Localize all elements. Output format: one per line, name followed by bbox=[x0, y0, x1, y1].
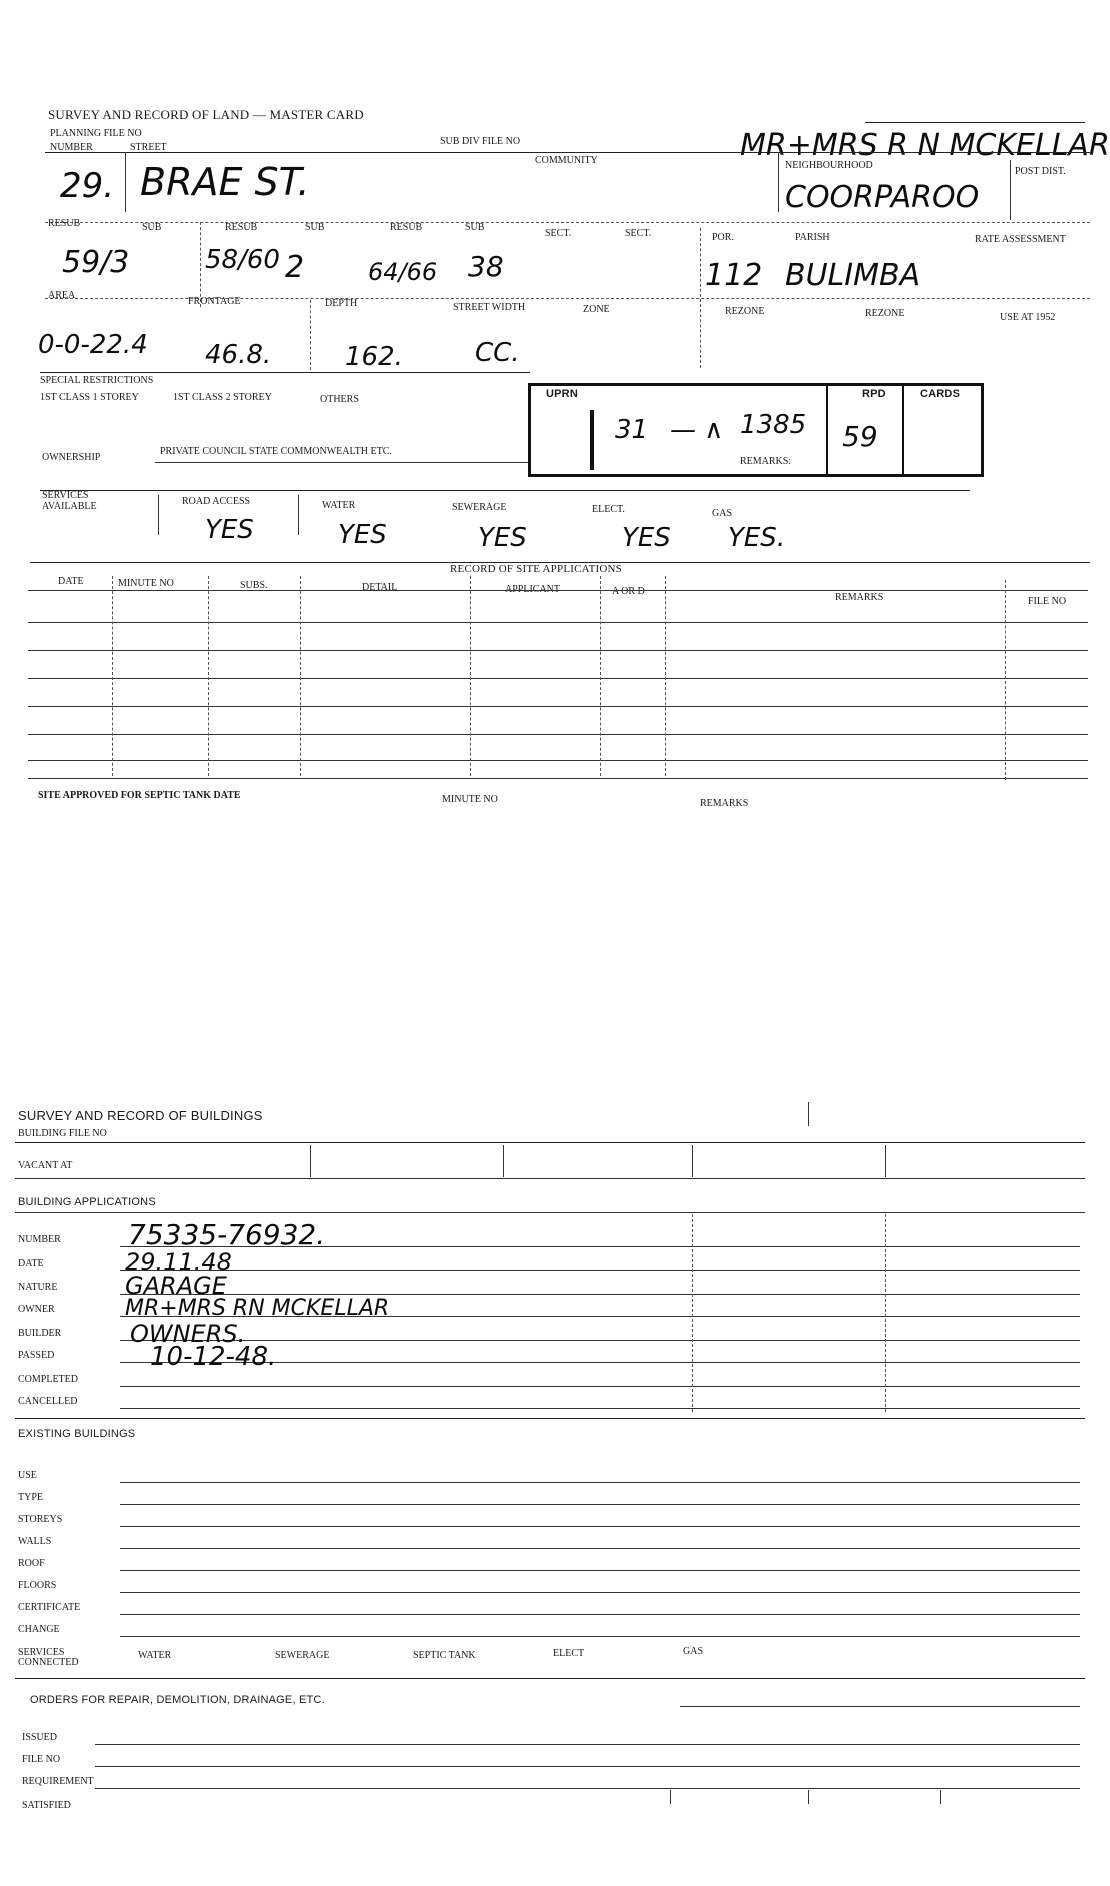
sub2-value: 2 bbox=[285, 250, 305, 285]
sc-sewerage-label: SEWERAGE bbox=[275, 1650, 330, 1661]
sub1-value: 58/60 bbox=[205, 245, 280, 275]
area-label: AREA bbox=[48, 290, 76, 301]
eb-walls-label: WALLS bbox=[18, 1536, 52, 1547]
ba-builder-value: OWNERS. bbox=[130, 1320, 246, 1348]
ownership-label: OWNERSHIP bbox=[42, 452, 101, 463]
record-title: RECORD OF SITE APPLICATIONS bbox=[450, 563, 622, 575]
resub-label: RESUB bbox=[48, 218, 81, 229]
sc-gas-label: GAS bbox=[683, 1646, 704, 1657]
ba-nature-value: GARAGE bbox=[125, 1272, 227, 1300]
rezone-label-2: REZONE bbox=[865, 308, 905, 319]
col-a-or-d: A OR D bbox=[612, 586, 645, 597]
sc-elect-label: ELECT bbox=[553, 1648, 585, 1659]
ba-number-value: 75335-76932. bbox=[128, 1218, 326, 1251]
sc-septic-label: SEPTIC TANK bbox=[413, 1650, 476, 1661]
depth-value: 162. bbox=[345, 342, 403, 372]
road-access-value: YES bbox=[205, 515, 254, 545]
community-label: COMMUNITY bbox=[535, 155, 598, 166]
street-label: STREET bbox=[130, 142, 167, 153]
eb-change-label: CHANGE bbox=[18, 1624, 60, 1635]
land-card-title: SURVEY AND RECORD OF LAND — MASTER CARD bbox=[48, 107, 364, 122]
ba-cancelled-label: CANCELLED bbox=[18, 1396, 78, 1407]
cards-label: CARDS bbox=[920, 388, 961, 400]
use-at-label: USE AT 1952 bbox=[1000, 312, 1056, 323]
services-connected-label: SERVICES CONNECTED bbox=[18, 1647, 79, 1668]
building-file-label: BUILDING FILE NO bbox=[18, 1128, 107, 1139]
sub-label-3: SUB bbox=[465, 222, 485, 233]
rpd-value: 59 bbox=[842, 420, 878, 453]
frontage-value: 46.8. bbox=[205, 340, 272, 370]
or-satisfied-label: SATISFIED bbox=[22, 1800, 71, 1811]
ba-nature-label: NATURE bbox=[18, 1282, 58, 1293]
ba-number-label: NUMBER bbox=[18, 1234, 61, 1245]
sc-water-label: WATER bbox=[138, 1650, 172, 1661]
subdiv-file-label: SUB DIV FILE NO bbox=[440, 136, 521, 147]
existing-buildings-label: EXISTING BUILDINGS bbox=[18, 1428, 136, 1440]
uprn-label: UPRN bbox=[546, 388, 578, 400]
ba-passed-value: 10-12-48. bbox=[150, 1342, 277, 1372]
post-dist-label: POST DIST. bbox=[1015, 166, 1066, 177]
eb-roof-label: ROOF bbox=[18, 1558, 45, 1569]
neighbourhood-label: NEIGHBOURHOOD bbox=[785, 160, 873, 171]
sub-label-2: SUB bbox=[305, 222, 325, 233]
special-restrictions-label: SPECIAL RESTRICTIONS bbox=[40, 375, 154, 386]
street-width-label: STREET WIDTH bbox=[453, 302, 526, 313]
rate-assessment-label: RATE ASSESSMENT bbox=[975, 234, 1066, 245]
depth-label: DEPTH bbox=[325, 298, 358, 309]
class2-label: 1ST CLASS 2 STOREY bbox=[173, 392, 272, 403]
eb-storeys-label: STOREYS bbox=[18, 1514, 63, 1525]
ba-date-value: 29.11.48 bbox=[125, 1248, 232, 1276]
ownership-options: PRIVATE COUNCIL STATE COMMONWEALTH ETC. bbox=[160, 446, 392, 457]
sub-label-1: SUB bbox=[142, 222, 162, 233]
sewerage-label: SEWERAGE bbox=[452, 502, 507, 513]
resub-label-3: RESUB bbox=[390, 222, 423, 233]
col-detail: DETAIL bbox=[362, 582, 398, 593]
or-requirement-label: REQUIREMENT bbox=[22, 1776, 94, 1787]
col-file-no: FILE NO bbox=[1028, 596, 1067, 607]
eb-floors-label: FLOORS bbox=[18, 1580, 57, 1591]
eb-use-label: USE bbox=[18, 1470, 37, 1481]
ba-builder-label: BUILDER bbox=[18, 1328, 62, 1339]
ba-completed-label: COMPLETED bbox=[18, 1374, 78, 1385]
number-label: NUMBER bbox=[50, 142, 93, 153]
owner-name: MR+MRS R N MCKELLAR bbox=[740, 128, 1110, 163]
sect-label-1: SECT. bbox=[545, 228, 572, 239]
ba-owner-value: MR+MRS RN MCKELLAR bbox=[125, 1296, 390, 1321]
ba-passed-label: PASSED bbox=[18, 1350, 55, 1361]
frontage-label: FRONTAGE bbox=[188, 296, 241, 307]
building-applications-label: BUILDING APPLICATIONS bbox=[18, 1196, 156, 1208]
septic-label: SITE APPROVED FOR SEPTIC TANK DATE bbox=[38, 790, 241, 801]
parish-label: PARISH bbox=[795, 232, 830, 243]
eb-certificate-label: CERTIFICATE bbox=[18, 1602, 81, 1613]
building-card-title: SURVEY AND RECORD OF BUILDINGS bbox=[18, 1108, 263, 1123]
resub-value: 59/3 bbox=[62, 245, 130, 280]
elect-label: ELECT. bbox=[592, 504, 625, 515]
class1-label: 1ST CLASS 1 STOREY bbox=[40, 392, 139, 403]
septic-remarks-label: REMARKS bbox=[700, 798, 749, 809]
elect-value: YES bbox=[622, 523, 671, 553]
others-label: OTHERS bbox=[320, 394, 359, 405]
orders-label: ORDERS FOR REPAIR, DEMOLITION, DRAINAGE, ETC. bbox=[30, 1694, 325, 1706]
area-value: 0-0-22.4 bbox=[38, 330, 148, 360]
gas-value: YES. bbox=[728, 523, 786, 553]
remarks-box-label: REMARKS: bbox=[740, 456, 792, 467]
gas-label: GAS bbox=[712, 508, 733, 519]
street-value: BRAE ST. bbox=[140, 160, 310, 204]
sect-label-2: SECT. bbox=[625, 228, 652, 239]
uprn-part-b: 1385 bbox=[740, 410, 807, 440]
por-value: 112 bbox=[705, 258, 763, 293]
sewerage-value: YES bbox=[478, 523, 527, 553]
parish-value: BULIMBA bbox=[785, 258, 921, 293]
ba-date-label: DATE bbox=[18, 1258, 44, 1269]
septic-minute-label: MINUTE NO bbox=[442, 794, 498, 805]
services-available-label: SERVICES AVAILABLE bbox=[42, 490, 97, 512]
ba-owner-label: OWNER bbox=[18, 1304, 55, 1315]
road-access-label: ROAD ACCESS bbox=[182, 496, 251, 507]
col-minute: MINUTE NO bbox=[118, 578, 174, 589]
col-applicant: APPLICANT bbox=[505, 584, 561, 595]
col-remarks: REMARKS bbox=[835, 592, 884, 603]
water-label: WATER bbox=[322, 500, 356, 511]
col-date: DATE bbox=[58, 576, 84, 587]
por-label: POR. bbox=[712, 232, 734, 243]
col-subs: SUBS. bbox=[240, 580, 268, 591]
rpd-label: RPD bbox=[862, 388, 886, 400]
zone-value: CC. bbox=[475, 338, 520, 368]
water-value: YES bbox=[338, 520, 387, 550]
planning-file-label: PLANNING FILE NO bbox=[50, 128, 142, 139]
resub2-value: 64/66 bbox=[368, 258, 438, 286]
sub3-value: 38 bbox=[468, 250, 504, 283]
street-number-value: 29. bbox=[60, 166, 115, 206]
rezone-label: REZONE bbox=[725, 306, 765, 317]
uprn-dash: — ∧ bbox=[670, 415, 724, 445]
resub-label-2: RESUB bbox=[225, 222, 258, 233]
neighbourhood-value: COORPAROO bbox=[785, 180, 980, 215]
uprn-part-a: 31 bbox=[615, 415, 649, 445]
zone-label: ZONE bbox=[583, 304, 610, 315]
eb-type-label: TYPE bbox=[18, 1492, 43, 1503]
vacant-at-label: VACANT AT bbox=[18, 1160, 73, 1171]
or-file-label: FILE NO bbox=[22, 1754, 61, 1765]
or-issued-label: ISSUED bbox=[22, 1732, 58, 1743]
